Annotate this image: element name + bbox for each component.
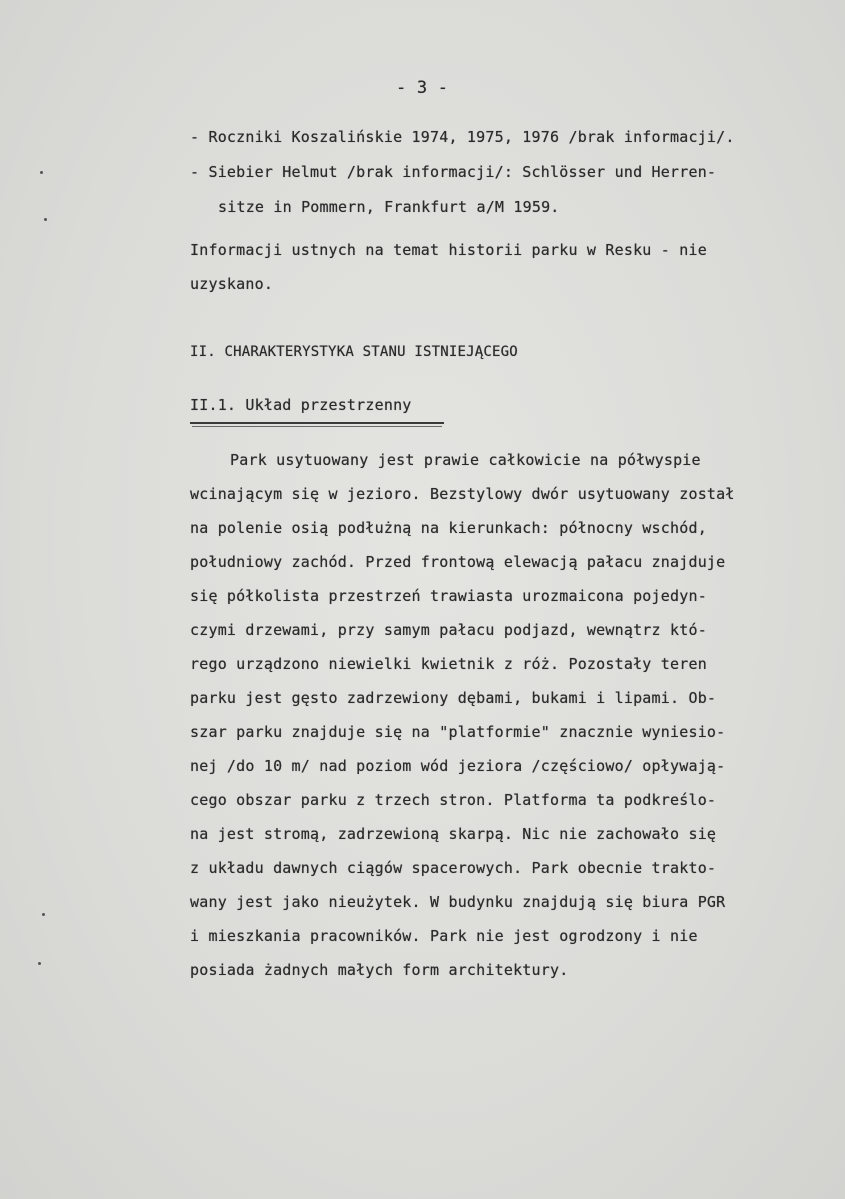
source-item: - Siebier Helmut /brak informacji/: Schlösser und Herren- bbox=[190, 163, 717, 181]
paragraph-line: wany jest jako nieużytek. W budynku znajdują się biura PGR bbox=[190, 893, 726, 911]
paragraph-line: południowy zachód. Przed frontową elewacją pałacu znajduje bbox=[190, 553, 726, 571]
paragraph-line: rego urządzono niewielki kwietnik z róż. Pozostały teren bbox=[190, 655, 707, 673]
paragraph-line: i mieszkania pracowników. Park nie jest ogrodzony i nie bbox=[190, 927, 698, 945]
margin-speck bbox=[44, 218, 47, 221]
oral-info-line: Informacji ustnych na temat historii parku w Resku - nie bbox=[190, 241, 707, 259]
page-number: - 3 - bbox=[396, 78, 449, 98]
subsection-heading: II.1. Układ przestrzenny bbox=[190, 396, 412, 414]
paragraph-line: Park usytuowany jest prawie całkowicie na półwyspie bbox=[230, 451, 701, 469]
subsection-underline bbox=[190, 422, 444, 424]
source-item-continuation: sitze in Pommern, Frankfurt a/M 1959. bbox=[218, 198, 560, 216]
paragraph-line: się półkolista przestrzeń trawiasta urozmaicona pojedyn- bbox=[190, 587, 707, 605]
section-heading: II. CHARAKTERYSTYKA STANU ISTNIEJĄCEGO bbox=[190, 344, 518, 360]
margin-speck bbox=[38, 962, 41, 965]
paragraph-line: cego obszar parku z trzech stron. Platforma ta podkreślo- bbox=[190, 791, 717, 809]
paragraph-line: szar parku znajduje się na "platformie" znacznie wyniesio- bbox=[190, 723, 726, 741]
subsection-underline-second bbox=[192, 426, 442, 427]
margin-speck bbox=[42, 913, 45, 916]
paragraph-line: nej /do 10 m/ nad poziom wód jeziora /częściowo/ opływają- bbox=[190, 757, 726, 775]
paragraph-line: posiada żadnych małych form architektury. bbox=[190, 961, 569, 979]
paragraph-line: parku jest gęsto zadrzewiony dębami, bukami i lipami. Ob- bbox=[190, 689, 717, 707]
margin-speck bbox=[40, 171, 43, 174]
source-item: - Roczniki Koszalińskie 1974, 1975, 1976 /brak informacji/. bbox=[190, 128, 735, 146]
paragraph-line: czymi drzewami, przy samym pałacu podjazd, wewnątrz któ- bbox=[190, 621, 707, 639]
paragraph-line: na jest stromą, zadrzewioną skarpą. Nic nie zachowało się bbox=[190, 825, 717, 843]
paragraph-line: z układu dawnych ciągów spacerowych. Park obecnie trakto- bbox=[190, 859, 717, 877]
paragraph-line: na polenie osią podłużną na kierunkach: północny wschód, bbox=[190, 519, 707, 537]
paragraph-line: wcinającym się w jezioro. Bezstylowy dwór usytuowany został bbox=[190, 485, 735, 503]
oral-info-line: uzyskano. bbox=[190, 275, 274, 293]
